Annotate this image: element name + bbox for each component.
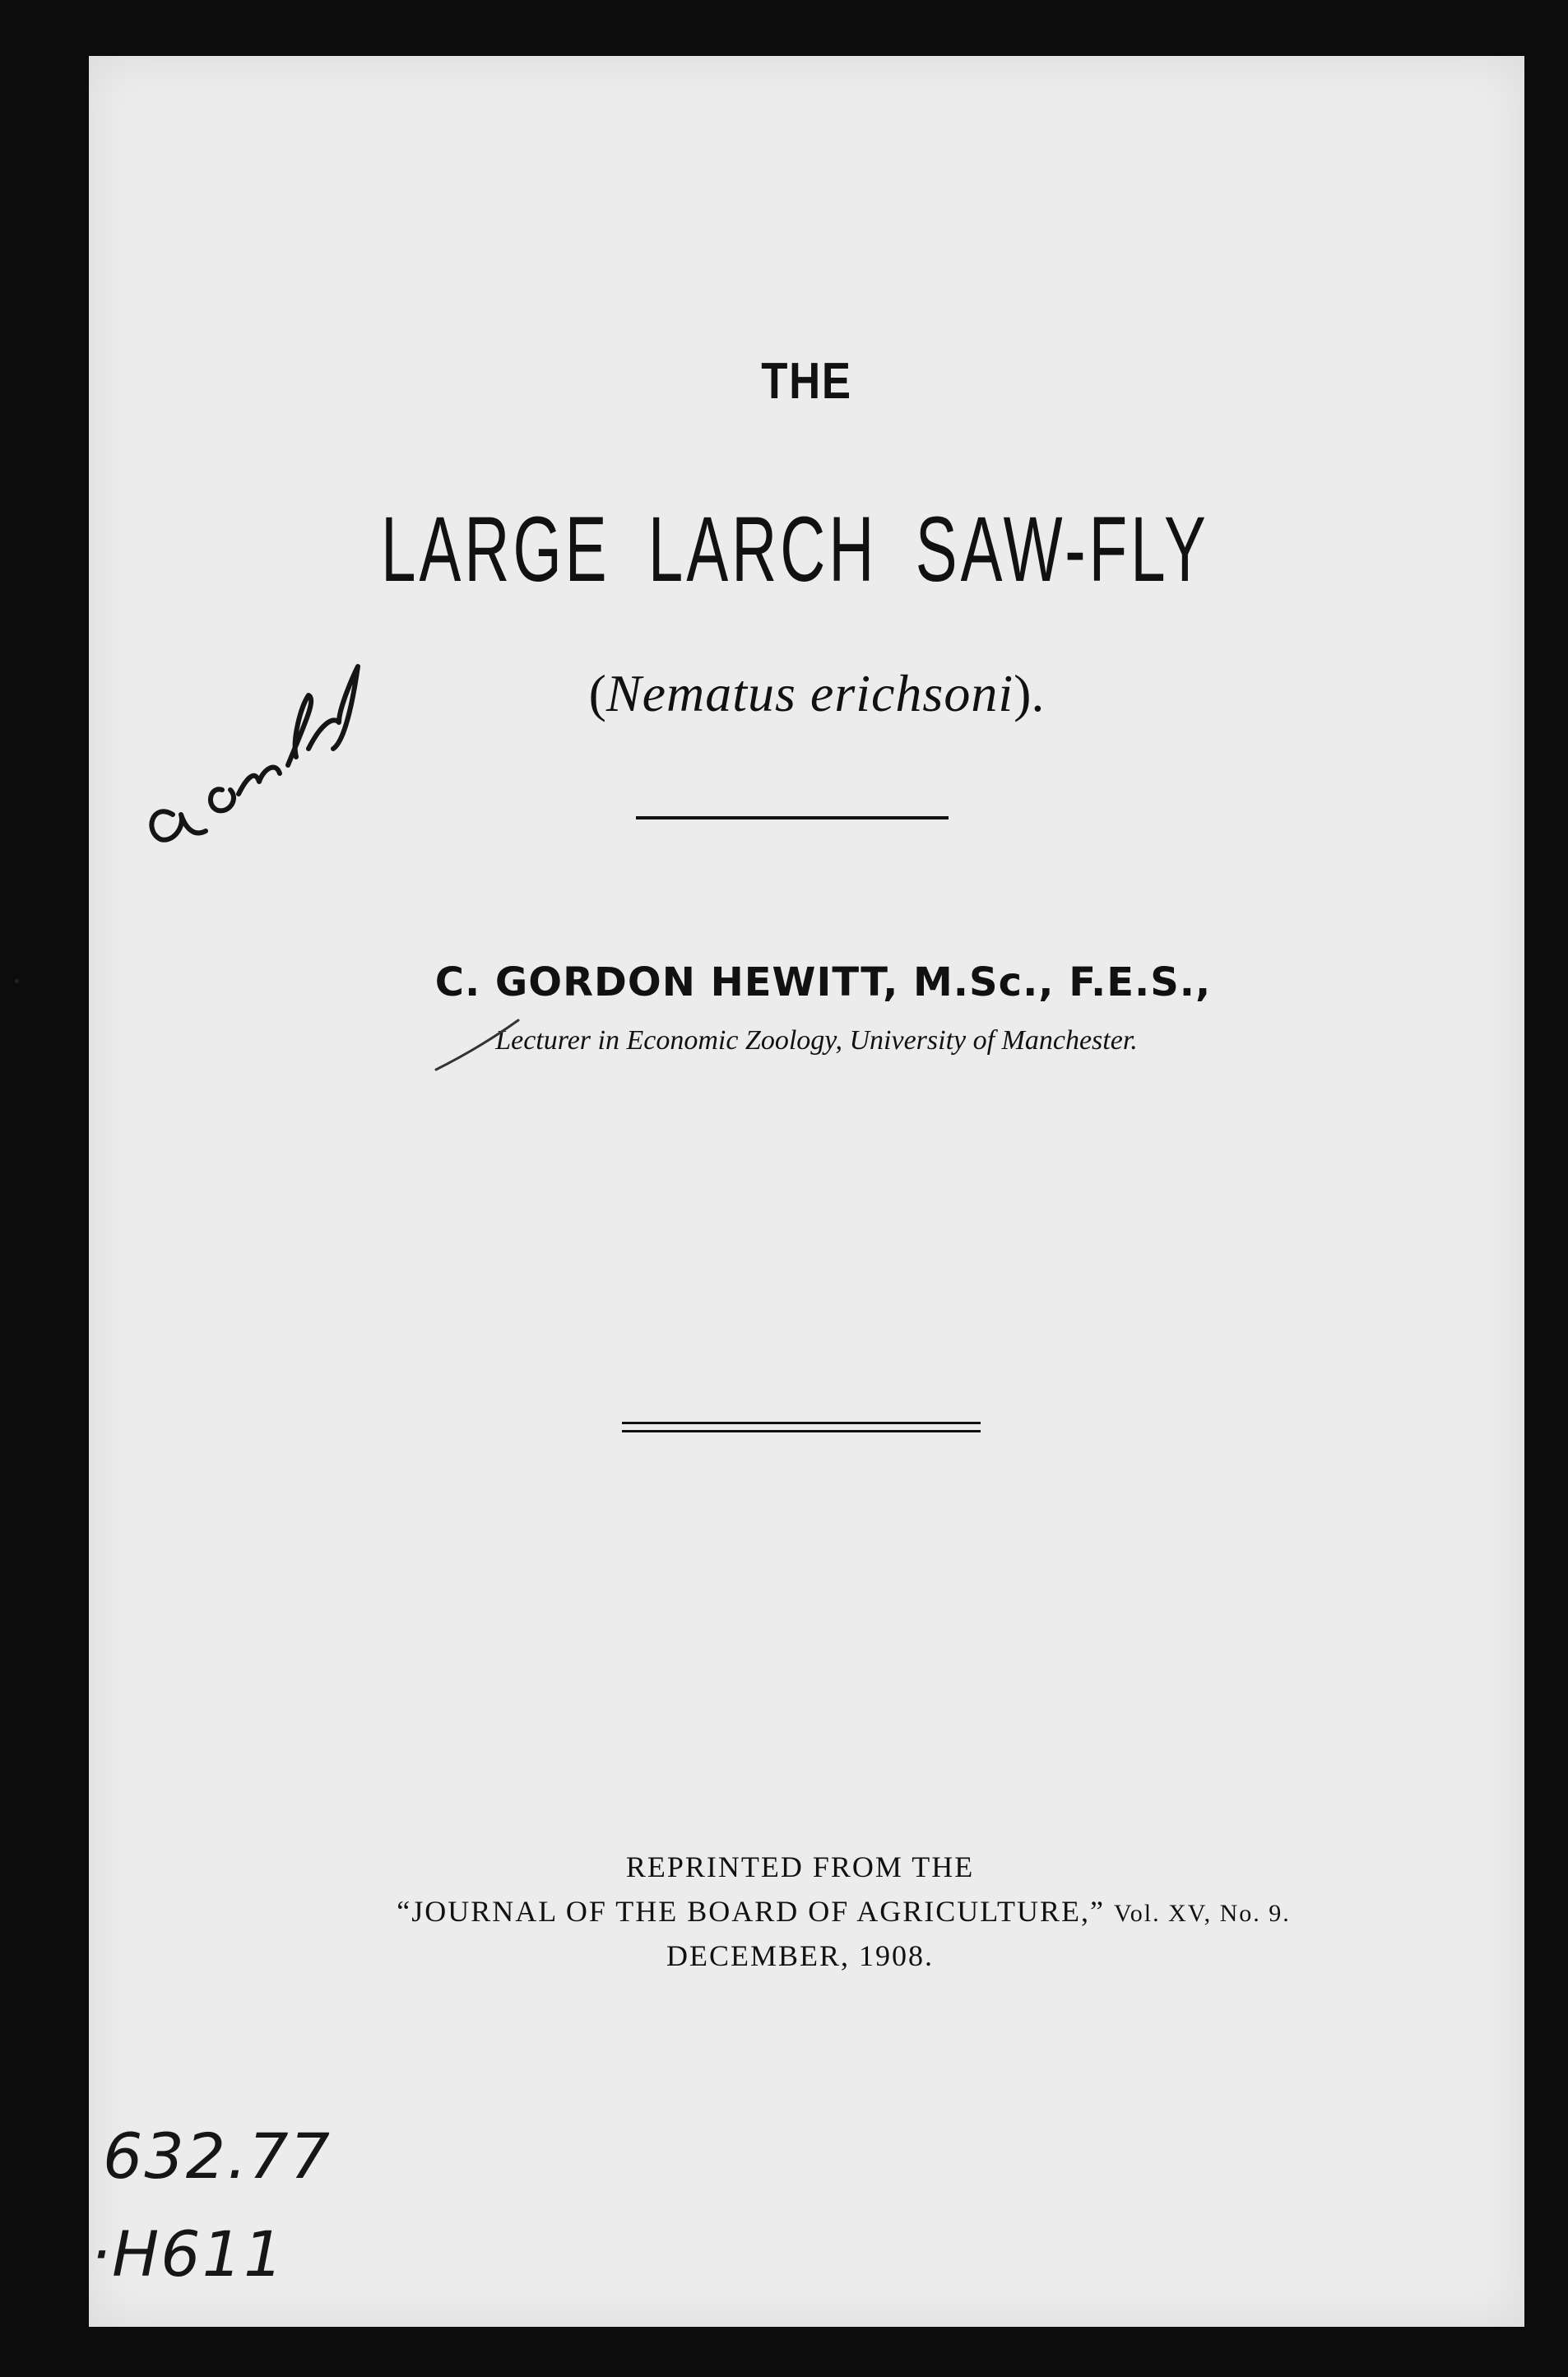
reprint-note: REPRINTED FROM THE [625, 1850, 975, 1883]
volume-number: Vol. XV, No. 9. [1113, 1900, 1291, 1927]
species-name: Nematus erichsoni [605, 664, 1014, 722]
call-number-line2: ·H611 [90, 2217, 285, 2291]
paper-sheet [89, 56, 1524, 2327]
journal-name: “JOURNAL OF THE BOARD OF AGRICULTURE,” [397, 1895, 1105, 1928]
call-number-line1: 632.77 [103, 2119, 332, 2193]
ink-speck [15, 979, 19, 983]
divider-rule [636, 816, 949, 819]
author-name: C. GORDON HEWITT, M.Sc., F.E.S., [434, 959, 1212, 1005]
pen-mark-icon [428, 1012, 527, 1078]
title-word: LARCH [647, 498, 878, 601]
page-title [307, 496, 1283, 602]
title-word: SAW-FLY [915, 498, 1209, 601]
author-affiliation: Lecturer in Economic Zoology, University of Manchester. [495, 1025, 1138, 1056]
double-divider-rule-bottom [622, 1430, 981, 1432]
handwritten-note-icon [123, 625, 378, 856]
journal-citation [126, 1894, 1561, 1929]
title-the: THE [761, 353, 852, 410]
title-word: LARGE [381, 498, 610, 601]
publication-date: DECEMBER, 1908. [666, 1939, 934, 1972]
subtitle-close-paren: ). [1014, 664, 1045, 722]
double-divider-rule-top [622, 1422, 981, 1424]
subtitle-open-paren: ( [588, 664, 606, 722]
